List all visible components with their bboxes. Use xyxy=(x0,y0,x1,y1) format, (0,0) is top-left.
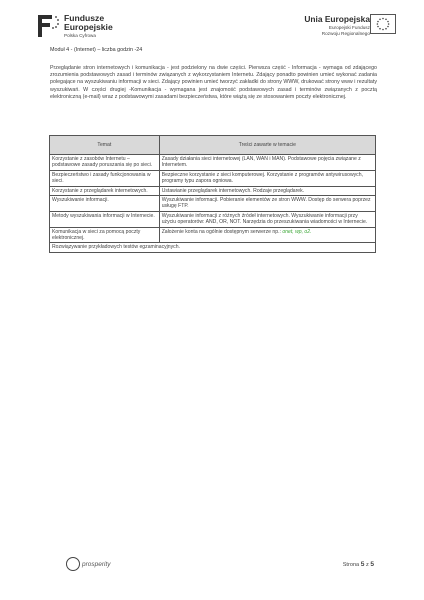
table-row xyxy=(50,170,376,186)
module-heading: Moduł 4 - (Internet) – liczba godzin -24 xyxy=(50,47,143,53)
table-row xyxy=(50,211,376,227)
fe-logo-line3: Polska Cyfrowa xyxy=(64,33,96,38)
table-row xyxy=(50,227,376,243)
topic-cell: Korzystanie z zasobów Internetu – podstawowe zasady poruszania się po sieci. xyxy=(50,155,160,171)
fundusze-europejskie-logo-icon xyxy=(36,13,60,39)
email-providers-link[interactable]: onet, wp, o2. xyxy=(282,228,312,235)
page-prefix: Strona xyxy=(342,562,360,568)
content-cell: Wyszukiwanie informacji z różnych źródeł internetowych. Wyszukiwanie informacji przy użyciu operatorów: AND, OR, NOT. Narzędzia do przeszukiwania wiadomości w Internecie. xyxy=(159,211,375,227)
content-cell: Wyszukiwanie informacji. Pobieranie elementów ze stron WWW. Dostęp do serwera poprzez usługę FTP. xyxy=(159,196,375,212)
fe-logo-line2: Europejskie xyxy=(64,22,113,32)
topic-cell: Wyszukiwanie informacji. xyxy=(50,196,160,212)
eu-flag-icon xyxy=(370,14,396,34)
page-separator: z xyxy=(365,562,369,568)
table-header-row xyxy=(50,136,376,155)
ue-logo-line3: Rozwoju Regionalnego xyxy=(321,31,370,36)
fe-logo-line1: Fundusze xyxy=(64,13,105,23)
content-cell xyxy=(159,227,375,243)
module-topics-table xyxy=(49,135,376,253)
prosperity-logo-text: prosperity xyxy=(82,561,111,568)
content-text: Założenie konta na ogólnie dostępnym serwerze np.: xyxy=(161,228,281,235)
footer-cell: Rozwiązywanie przykładowych testów egzaminacyjnych. xyxy=(50,243,376,252)
page-current: 5 xyxy=(360,561,365,568)
topic-cell: Bezpieczeństwo i zasady funkcjonowania w sieci. xyxy=(50,170,160,186)
table-row xyxy=(50,155,376,171)
content-cell: Zasady działania sieci internetowej (LAN, WAN i MAN). Podstawowe pojęcia związane z Internetem. xyxy=(159,155,375,171)
column-header-topic: Temat xyxy=(50,136,160,155)
content-cell: Bezpieczne korzystanie z sieci komputerowej. Korzystanie z programów antywirusowych, programy typu zapora ogniowa. xyxy=(159,170,375,186)
ue-logo-line2: Europejski Fundusz xyxy=(328,25,370,30)
module-intro-paragraph: Przeglądanie stron internetowych i komunikacja - jest podzielony na dwie części. Pierwsza część - Informacja - wymaga od zdającego zrozumienia podstawowych zasad i terminów związanych z wykorzystaniem Internetu. Zdający ponadto powinien umieć wykonać zadania polegające na wyszukiwaniu informacji w sieci. Zdający powinien umieć tworzyć zakładki do strony WWW, drukować strony www i rezultaty wyszukiwań. W części drugiej -Komunikacja - wymagana jest znajomość podstawowych zasad i terminów związanych z pocztą elektroniczną (e-mail) wraz z podstawowymi zasadami bezpieczeństwa, które wiążą się ze stosowaniem poczty elektronicznej. xyxy=(50,65,377,100)
ue-logo-subtitle xyxy=(260,25,370,37)
column-header-content: Treści zawarte w temacie xyxy=(159,136,375,155)
topic-cell: Korzystanie z przeglądarek internetowych. xyxy=(50,186,160,195)
table-footer-row xyxy=(50,243,376,252)
table-row xyxy=(50,186,376,195)
topic-cell: Komunikacja w sieci za pomocą poczty elektronicznej. xyxy=(50,227,160,243)
ue-logo-title: Unia Europejska xyxy=(304,14,370,24)
page-number xyxy=(343,561,374,568)
topic-cell: Metody wyszukiwania informacji w Internecie. xyxy=(50,211,160,227)
page-total: 5 xyxy=(370,561,374,568)
prosperity-logo-icon xyxy=(66,557,80,571)
content-cell: Ustawianie przeglądarek internetowych. Rodzaje przeglądarek. xyxy=(159,186,375,195)
table-row xyxy=(50,196,376,212)
